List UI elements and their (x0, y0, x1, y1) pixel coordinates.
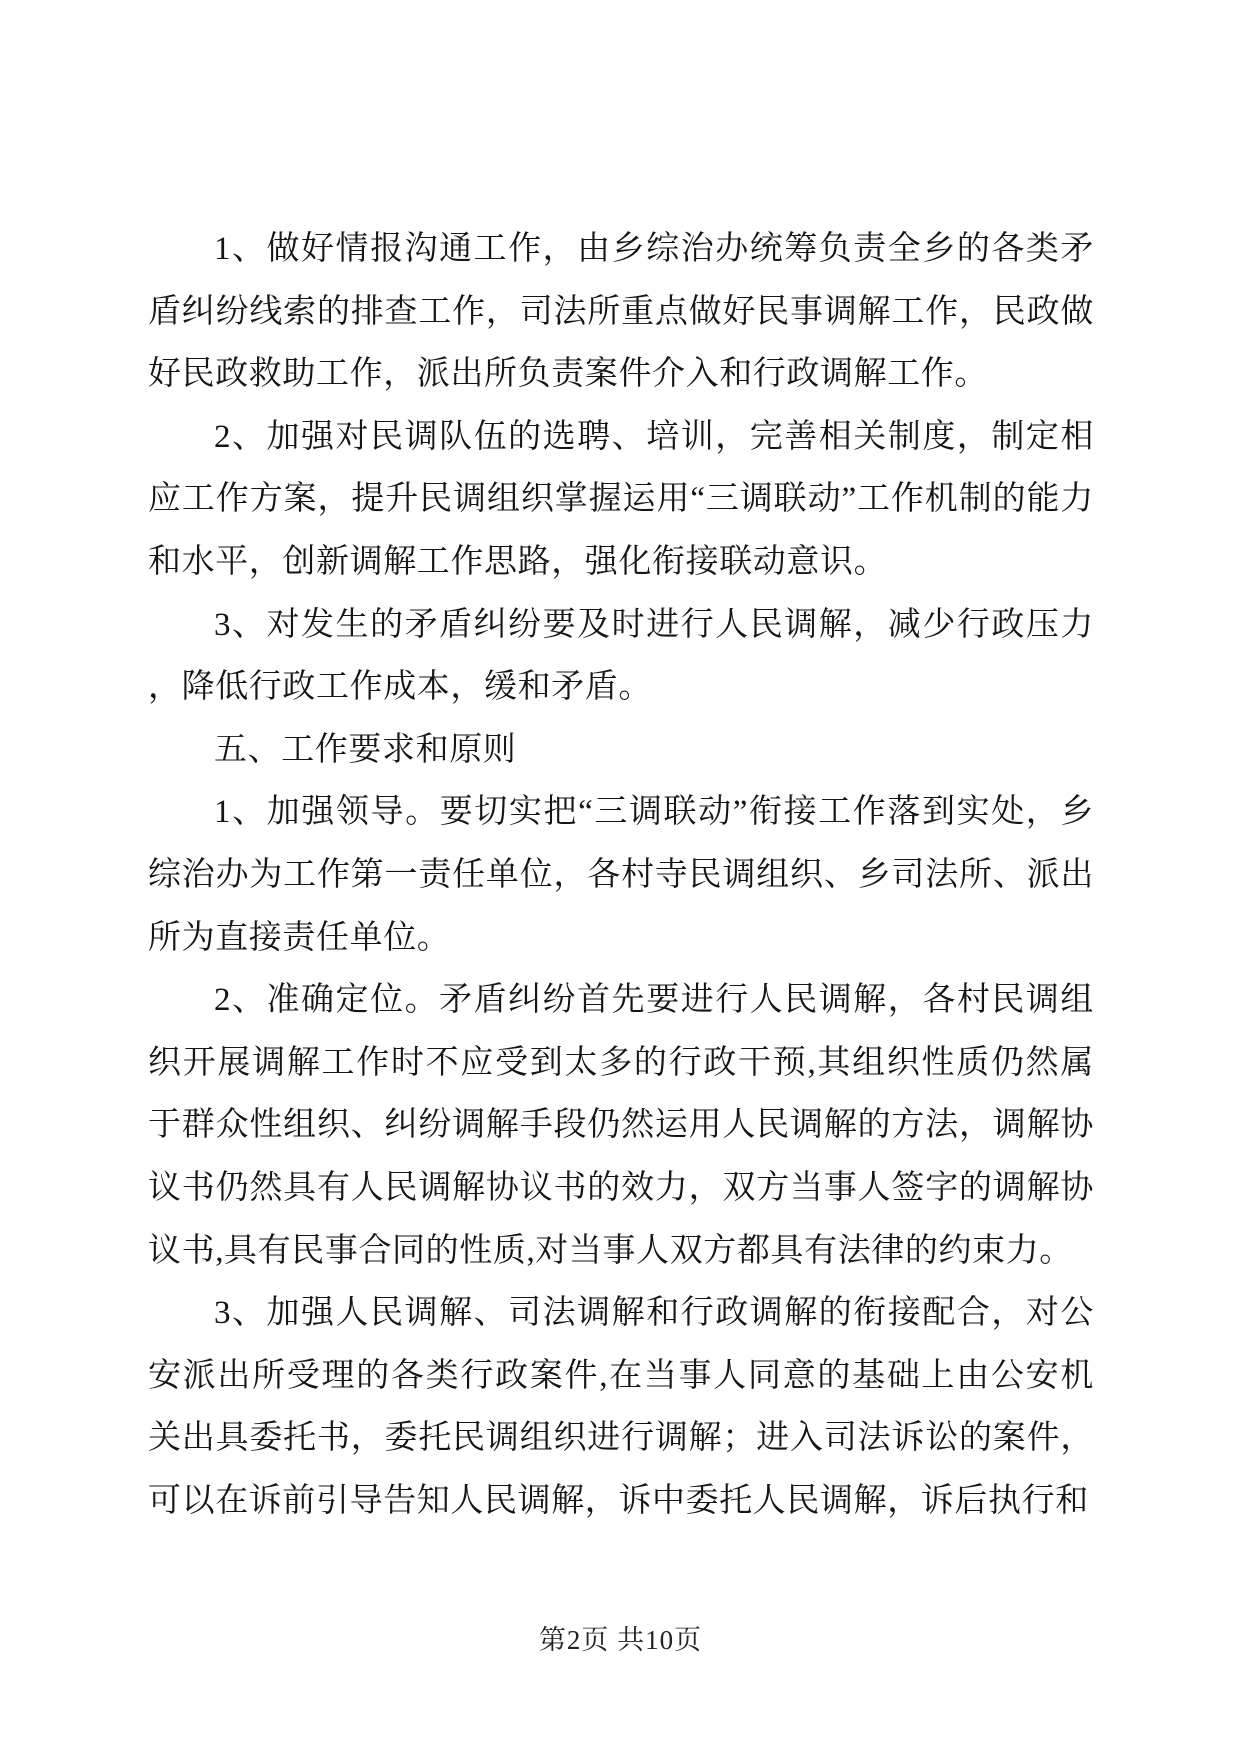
section-heading: 五、工作要求和原则 (214, 731, 517, 768)
paragraph-6: 3、加强人民调解、司法调解和行政调解的衔接配合，对公安派出所受理的各类行政案件,在当事人同意的基础上由公安机关出具委托书，委托民调组织进行调解；进入司法诉讼的案件，可以在诉前引导告知人民调解，诉中委托人民调解，诉后执行和 (148, 1295, 1094, 1519)
page-number: 第2页 共10页 (538, 1625, 703, 1655)
paragraph-3: 3、对发生的矛盾纠纷要及时进行人民调解，减少行政压力，降低行政工作成本，缓和矛盾。 (148, 606, 1094, 706)
paragraph-4: 1、加强领导。要切实把“三调联动”衔接工作落到实处，乡综治办为工作第一责任单位，各村寺民调组织、乡司法所、派出所为直接责任单位。 (148, 794, 1094, 956)
page-footer (0, 1618, 1241, 1657)
document-body (148, 218, 1094, 1532)
paragraph-2: 2、加强对民调队伍的选聘、培训，完善相关制度，制定相应工作方案，提升民调组织掌握运用“三调联动”工作机制的能力和水平，创新调解工作思路，强化衔接联动意识。 (148, 418, 1094, 580)
paragraph-5: 2、准确定位。矛盾纠纷首先要进行人民调解，各村民调组织开展调解工作时不应受到太多的行政干预,其组织性质仍然属于群众性组织、纠纷调解手段仍然运用人民调解的方法，调解协议书仍然具有人民调解协议书的效力，双方当事人签字的调解协议书,具有民事合同的性质,对当事人双方都具有法律的约束力。 (148, 982, 1094, 1269)
paragraph-1: 1、做好情报沟通工作，由乡综治办统筹负责全乡的各类矛盾纠纷线索的排查工作，司法所重点做好民事调解工作，民政做好民政救助工作，派出所负责案件介入和行政调解工作。 (148, 231, 1094, 393)
